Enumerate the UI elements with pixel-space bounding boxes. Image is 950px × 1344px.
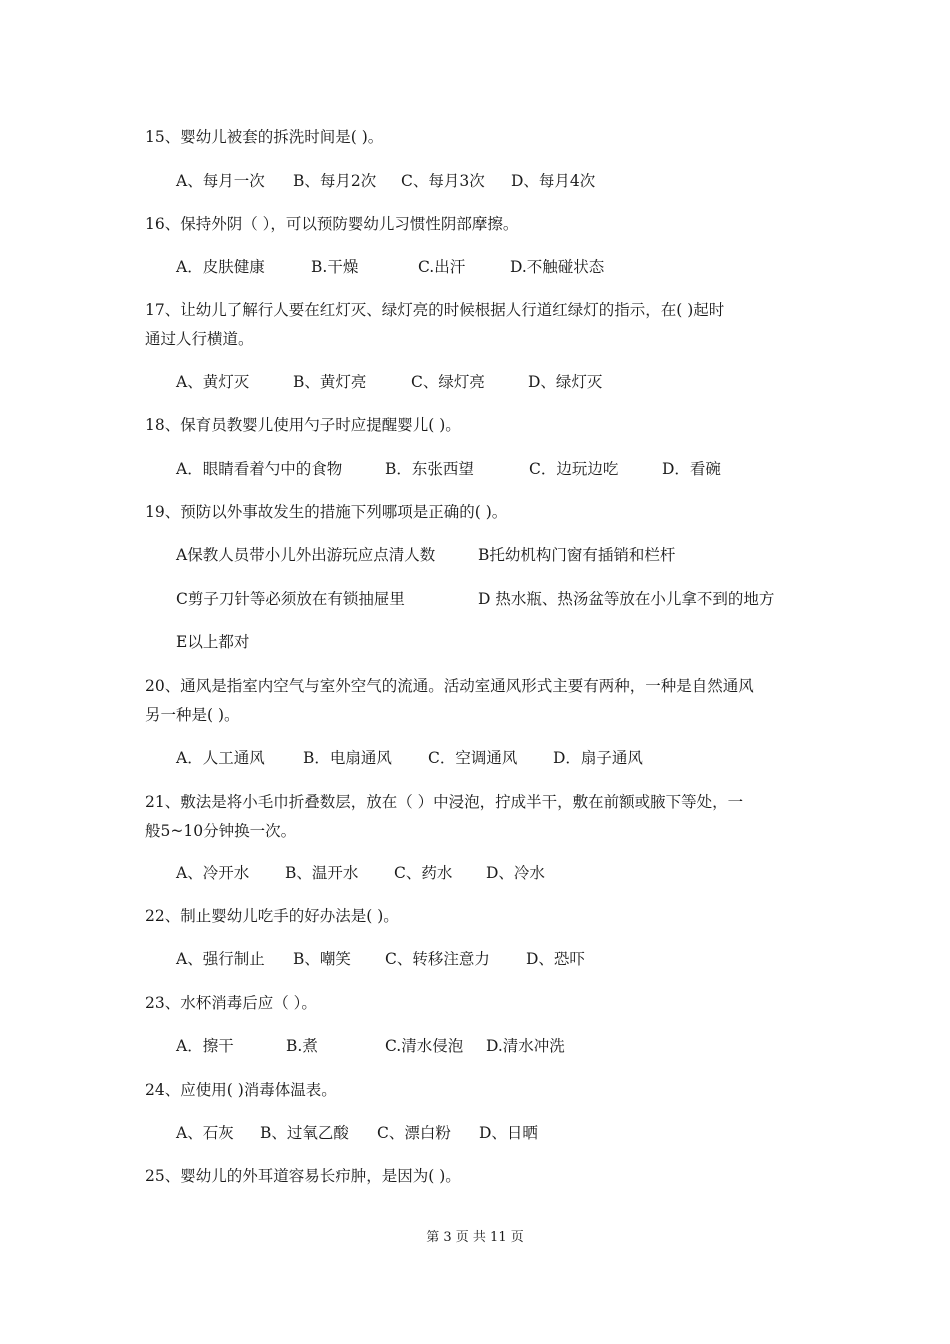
option-d: D.不触碰状态 [510,258,605,276]
question-stem: 21、敷法是将小毛巾折叠数层，放在（ ）中浸泡，拧成半干，敷在前额或腋下等处，一 [145,793,744,811]
answer-options [176,948,585,970]
question-stem: 16、保持外阴（ ），可以预防婴幼儿习惯性阴部摩擦。 [145,215,519,233]
option-a: A．皮肤健康 [176,258,265,276]
question-stem: 23、水杯消毒后应（ ）。 [145,994,317,1012]
option-b: B、每月2次 [293,172,377,190]
page-number-footer: 第 3 页 共 11 页 [426,1230,524,1245]
option-c: C．空调通风 [428,749,518,767]
question-stem: 24、应使用( )消毒体温表。 [145,1081,337,1099]
answer-options [176,631,249,653]
option-d: D．扇子通风 [553,749,643,767]
option-c: C、绿灯亮 [411,373,485,391]
option-c: C．边玩边吃 [529,460,619,478]
answer-options [176,458,721,480]
option-a: A、石灰 [176,1124,234,1142]
option-c: C.清水侵泡 [385,1037,464,1055]
question-stem: 18、保育员教婴儿使用勺子时应提醒婴儿( )。 [145,416,461,434]
question-stem: 15、婴幼儿被套的拆洗时间是( )。 [145,128,384,146]
option-d: D、冷水 [486,864,545,882]
option-d: D、绿灯灭 [528,373,603,391]
answer-options [176,256,604,278]
question-stem: 19、预防以外事故发生的措施下列哪项是正确的( )。 [145,503,508,521]
answer-options [176,1122,538,1144]
option-c: C、漂白粉 [377,1124,451,1142]
option-a: A、冷开水 [176,864,250,882]
option-d: D．看碗 [662,460,721,478]
option-b: B.煮 [286,1037,318,1055]
option-b: B．电扇通风 [303,749,392,767]
answer-options [176,747,643,769]
option-c: C、每月3次 [401,172,485,190]
option-c: C、药水 [394,864,453,882]
option-b: B、黄灯亮 [293,373,367,391]
option-a: A．擦干 [176,1037,234,1055]
answer-options [176,1035,565,1057]
option-d: D、日晒 [479,1124,538,1142]
option-d: D、每月4次 [511,172,596,190]
option-b: B、嘲笑 [293,950,351,968]
option-d: D、恐吓 [526,950,585,968]
option-a: A、黄灯灭 [176,373,250,391]
option-b: B、过氧乙酸 [260,1124,349,1142]
option-c: C剪子刀针等必须放在有锁抽屉里 [176,590,405,608]
option-b: B、温开水 [285,864,359,882]
option-d: D 热水瓶、热汤盆等放在小儿拿不到的地方 [478,590,775,608]
option-a: A．人工通风 [176,749,265,767]
option-b: B托幼机构门窗有插销和栏杆 [478,546,676,564]
question-stem: 17、让幼儿了解行人要在红灯灭、绿灯亮的时候根据人行道红绿灯的指示，在( )起时 [145,301,725,319]
answer-options [176,371,602,393]
option-a: A保教人员带小儿外出游玩应点清人数 [176,546,436,564]
option-a: A、每月一次 [176,172,265,190]
option-a: A．眼睛看着勺中的食物 [176,460,343,478]
question-stem-continued: 通过人行横道。 [145,330,254,348]
option-b: B．东张西望 [385,460,474,478]
question-stem: 22、制止婴幼儿吃手的好办法是( )。 [145,907,399,925]
answer-options [176,588,774,610]
answer-options [176,170,595,192]
answer-options [176,544,675,566]
option-b: B.干燥 [311,258,359,276]
question-stem: 20、通风是指室内空气与室外空气的流通。活动室通风形式主要有两种，一种是自然通风 [145,677,754,695]
question-stem-continued: 般5~10分钟换一次。 [145,822,297,840]
question-stem: 25、婴幼儿的外耳道容易长疖肿，是因为( )。 [145,1167,461,1185]
question-stem-continued: 另一种是( )。 [145,706,240,724]
option-a: A、强行制止 [176,950,265,968]
option-c: C.出汗 [418,258,466,276]
option-c: C、转移注意力 [385,950,490,968]
option-e: E以上都对 [176,633,250,651]
answer-options [176,862,545,884]
option-d: D.清水冲洗 [486,1037,565,1055]
